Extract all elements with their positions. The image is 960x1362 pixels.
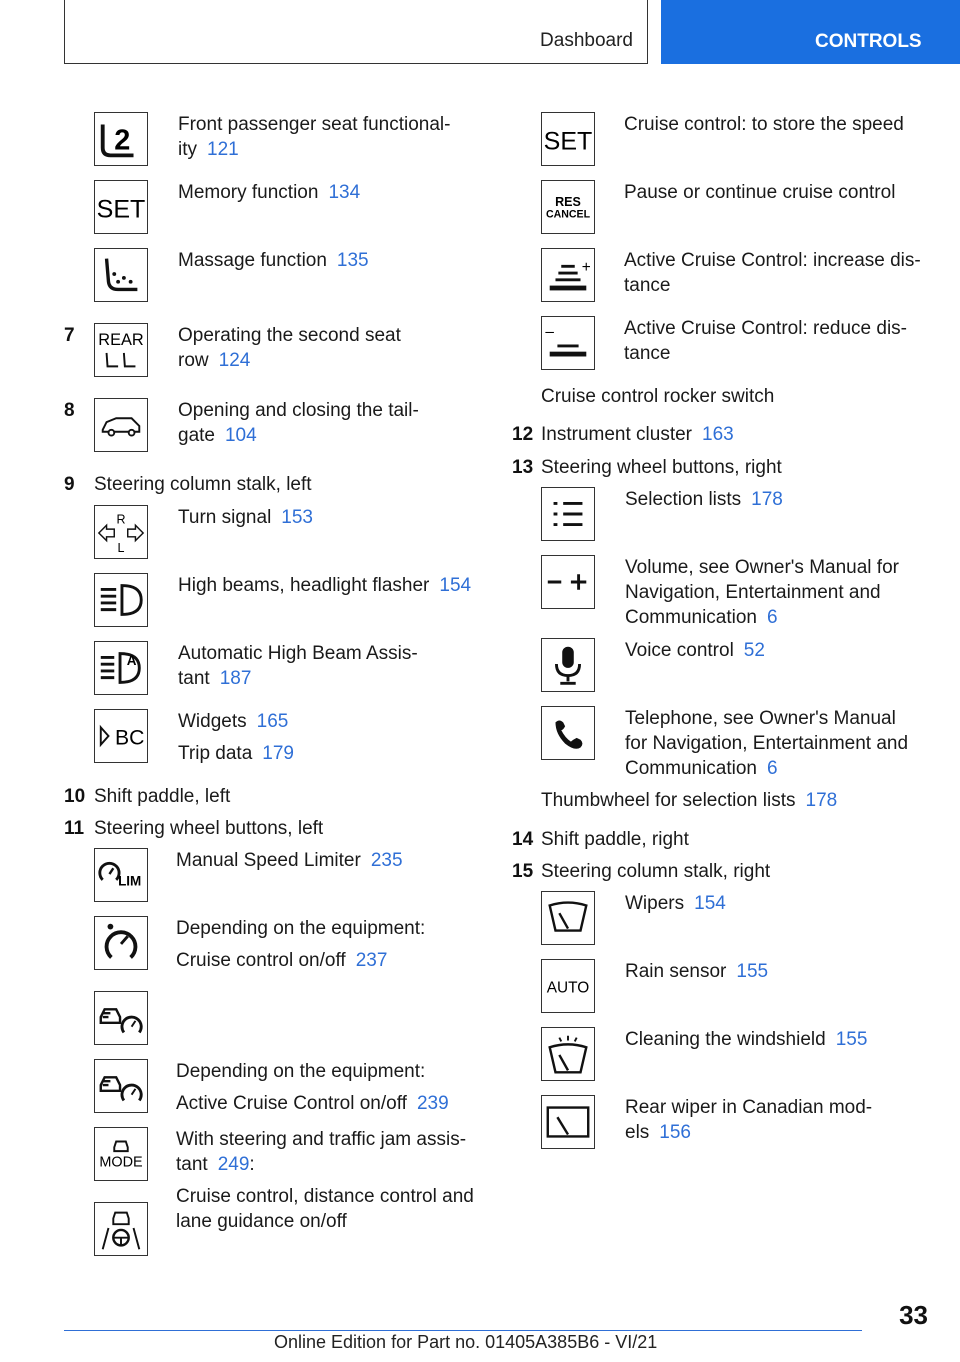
entry-widgets: Widgets 165 [178, 711, 289, 732]
chapter-title: CONTROLS [815, 31, 922, 52]
set-icon [541, 112, 595, 166]
page-ref-link[interactable]: 154 [439, 575, 472, 596]
entry-increase-distance: Active Cruise Control: increase dis‑ tance [624, 250, 921, 296]
page-ref-link[interactable]: 163 [702, 424, 734, 445]
item-number: 12 [512, 424, 534, 445]
page-ref-link[interactable]: 249 [217, 1154, 250, 1175]
page-ref-link[interactable]: 6 [767, 607, 778, 628]
page-ref-link[interactable]: 235 [370, 850, 403, 871]
page-ref-link[interactable]: 187 [219, 668, 252, 689]
entry-memory: Memory function 134 [178, 182, 361, 203]
page-ref-link[interactable]: 52 [743, 640, 765, 661]
rear-seat-icon [94, 323, 148, 377]
res-cancel-icon [541, 180, 595, 234]
page-ref-link[interactable]: 124 [218, 350, 251, 371]
rear-wiper-icon [541, 1095, 595, 1149]
high-beam-icon [94, 573, 148, 627]
entry-massage: Massage function 135 [178, 250, 369, 271]
mode-icon [94, 1127, 148, 1181]
phone-icon [541, 706, 595, 760]
wiper-icon [541, 891, 595, 945]
entry-trip-data: Trip data 179 [178, 743, 294, 764]
heading-steering-stalk-left: Steering column stalk, left [94, 474, 312, 495]
windshield-washer-icon [541, 1027, 595, 1081]
header-section-box [64, 0, 648, 64]
tailgate-car-icon [94, 398, 148, 452]
page-number: 33 [899, 1300, 928, 1330]
entry-selection-lists: Selection lists 178 [625, 489, 783, 510]
item-number: 7 [64, 325, 75, 346]
entry-cruise-on-off: Cruise control on/off 237 [176, 950, 388, 971]
turn-signal-icon [94, 505, 148, 559]
page-ref-link[interactable]: 135 [336, 250, 369, 271]
page-ref-link[interactable]: 134 [328, 182, 361, 203]
svg-text:L: L [117, 541, 125, 556]
entry-clean-windshield: Cleaning the windshield 155 [625, 1029, 868, 1050]
item-number: 9 [64, 474, 75, 495]
heading-instrument-cluster: Instrument cluster 163 [541, 424, 734, 445]
entry-lane-guidance: Cruise control, distance control and lane guidance on/off [176, 1186, 474, 1232]
entry-rain-sensor: Rain sensor 155 [625, 961, 769, 982]
bc-icon [94, 709, 148, 763]
svg-text:BC: BC [114, 726, 145, 750]
heading-wheel-buttons-left: Steering wheel buttons, left [94, 818, 324, 839]
heading-shift-paddle-left: Shift paddle, left [94, 786, 231, 807]
entry-speed-limiter: Manual Speed Limiter 235 [176, 850, 403, 871]
entry-steering-assistant: With steering and traffic jam assis‑ tant 249: [176, 1129, 467, 1175]
lane-guidance-icon [94, 1202, 148, 1256]
seat-2-icon [94, 112, 148, 166]
page-ref-link[interactable]: 239 [416, 1093, 449, 1114]
entry-acc-on-off: Active Cruise Control on/off 239 [176, 1093, 449, 1114]
entry-store-speed: Cruise control: to store the speed [624, 114, 904, 135]
entry-wipers: Wipers 154 [625, 893, 726, 914]
entry-volume: Volume, see Owner's Manual for Navigation, Entertainment and Communication 6 [625, 557, 899, 628]
rocker-switch-label: Cruise control rocker switch [541, 386, 775, 407]
acc-car-gauge-icon [94, 991, 148, 1045]
volume-icon [541, 555, 595, 609]
svg-text:SET: SET [543, 127, 593, 156]
entry-voice-control: Voice control 52 [625, 640, 765, 661]
item-number: 14 [512, 829, 534, 850]
heading-steering-stalk-right: Steering column stalk, right [541, 861, 771, 882]
entry-pause-cruise: Pause or continue cruise control [624, 182, 896, 203]
svg-text:MODE: MODE [99, 1154, 143, 1171]
entry-high-beams: High beams, headlight flasher 154 [178, 575, 472, 596]
item-number: 15 [512, 861, 534, 882]
chapter-tab[interactable] [661, 0, 960, 64]
footer-divider [64, 1330, 862, 1331]
entry-cruise-eq-note: Depending on the equipment: [176, 918, 426, 939]
distance-reduce-icon [541, 316, 595, 370]
page-ref-link[interactable]: 178 [751, 489, 783, 510]
entry-reduce-distance: Active Cruise Control: reduce dis‑ tance [624, 318, 907, 364]
set-icon [94, 180, 148, 234]
entry-thumbwheel: Thumbwheel for selection lists 178 [541, 790, 838, 811]
high-beam-assist-icon [94, 641, 148, 695]
speed-limiter-icon [94, 848, 148, 902]
page-ref-link[interactable]: 237 [355, 950, 388, 971]
svg-text:REAR: REAR [98, 331, 144, 350]
acc-car-gauge-icon-2 [94, 1059, 148, 1113]
svg-text:R: R [116, 512, 126, 527]
page-ref-link[interactable]: 155 [736, 961, 769, 982]
entry-rear-wiper: Rear wiper in Canadian mod‑ els 156 [625, 1097, 873, 1143]
svg-text:CANCEL: CANCEL [545, 208, 591, 221]
svg-text:A: A [126, 653, 137, 669]
entry-passenger-seat: Front passenger seat functional‑ ity 121 [178, 114, 451, 160]
heading-shift-paddle-right: Shift paddle, right [541, 829, 689, 850]
svg-text:2: 2 [114, 124, 131, 157]
entry-acc-eq-note: Depending on the equipment: [176, 1061, 426, 1082]
page-ref-link[interactable]: 153 [281, 507, 313, 528]
entry-second-row: Operating the second seat row 124 [178, 325, 401, 371]
page-ref-link[interactable]: 179 [262, 743, 294, 764]
svg-text:RES: RES [555, 195, 581, 210]
page-ref-link[interactable]: 154 [694, 893, 726, 914]
svg-text:LIM: LIM [118, 873, 142, 889]
item-number: 10 [64, 786, 86, 807]
svg-text:AUTO: AUTO [546, 979, 590, 997]
item-number: 8 [64, 400, 75, 421]
distance-increase-icon [541, 248, 595, 302]
page-ref-link[interactable]: 6 [767, 758, 778, 779]
cruise-control-icon [94, 916, 148, 970]
page-ref-link[interactable]: 104 [224, 425, 257, 446]
page-ref-link[interactable]: 155 [835, 1029, 868, 1050]
section-title: Dashboard [540, 30, 633, 51]
svg-text:+: + [581, 259, 591, 277]
list-icon [541, 487, 595, 541]
entry-telephone: Telephone, see Owner's Manual for Navigation, Entertainment and Communication 6 [625, 708, 909, 779]
microphone-icon [541, 638, 595, 692]
entry-high-beam-assistant: Automatic High Beam Assis‑ tant 187 [178, 643, 418, 689]
page-ref-link[interactable]: 165 [256, 711, 289, 732]
massage-seat-icon [94, 248, 148, 302]
svg-text:SET: SET [96, 195, 146, 224]
item-number: 11 [64, 818, 85, 839]
page-ref-link[interactable]: 121 [207, 139, 239, 160]
heading-wheel-buttons-right: Steering wheel buttons, right [541, 457, 782, 478]
item-number: 13 [512, 457, 534, 478]
svg-text:–: – [545, 323, 554, 341]
entry-turn-signal: Turn signal 153 [178, 507, 313, 528]
entry-tailgate: Opening and closing the tail‑ gate 104 [178, 400, 419, 446]
auto-icon [541, 959, 595, 1013]
edition-note: Online Edition for Part no. 01405A385B6 - VI/21 [274, 1332, 658, 1352]
page-ref-link[interactable]: 156 [659, 1122, 691, 1143]
page-ref-link[interactable]: 178 [805, 790, 838, 811]
